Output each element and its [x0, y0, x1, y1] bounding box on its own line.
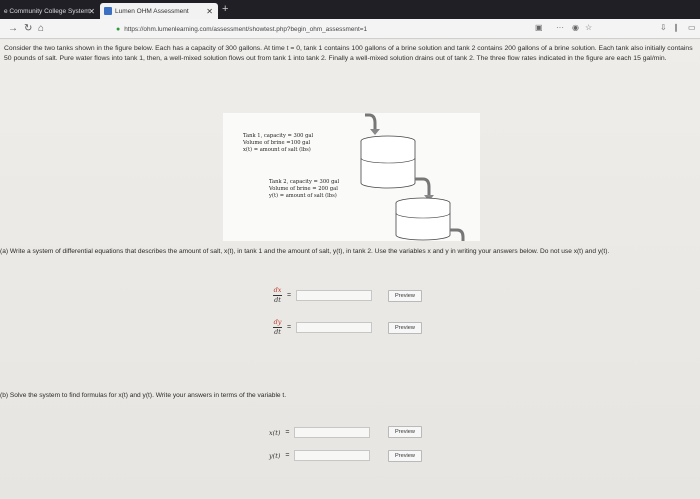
equals-sign: =: [287, 292, 292, 299]
equation-y-of-t: [269, 450, 370, 461]
tank2-labels: [269, 179, 339, 200]
inflow-arrow-icon: [370, 129, 380, 135]
pocket-icon[interactable]: ◉: [572, 23, 579, 32]
tank2-body: [396, 203, 450, 240]
url-text: https://ohm.lumenlearning.com/assessment/showtest.php?begin_ohm_assessment=1: [124, 26, 368, 33]
url-bar[interactable]: [116, 23, 596, 36]
tank1-salt-label: x(t) = amount of salt (lbs): [243, 147, 311, 153]
preview-button-x-of-t[interactable]: Preview: [388, 426, 422, 438]
part-b-question: (b) Solve the system to find formulas for x(t) and y(t). Write your answers in terms of the variable t.: [0, 392, 287, 399]
transfer-pipe: [415, 179, 429, 195]
preview-button-y-of-t[interactable]: Preview: [388, 450, 422, 462]
dx-dt-fraction: [273, 287, 282, 304]
tank2-volume-label: Volume of brine = 200 gal: [269, 186, 338, 192]
reader-icon[interactable]: ▣: [535, 23, 543, 32]
home-icon[interactable]: ⌂: [38, 23, 45, 34]
favicon-icon: [104, 7, 112, 15]
lock-icon: ●: [116, 26, 121, 33]
dy-dt-answer-input[interactable]: [296, 322, 372, 333]
tank1-capacity-label: Tank 1, capacity = 300 gal: [243, 133, 314, 139]
dy-dt-fraction: [273, 319, 282, 336]
tab-community-college[interactable]: [0, 3, 100, 19]
sidebar-icon[interactable]: ▭: [688, 23, 696, 32]
part-a-question: (a) Write a system of differential equations that describes the amount of salt, x(t), in tank 1 and the amount of salt, y(t), in tank 2. Use the variables x and y in writing your answers below. Do not use x(t) and y(t).: [0, 248, 610, 255]
y-of-t-label: y(t): [269, 451, 281, 460]
x-of-t-label: x(t): [269, 428, 281, 437]
equation-dy-dt: [273, 319, 372, 336]
download-icon[interactable]: ⇩: [660, 23, 667, 32]
dx-dt-answer-input[interactable]: [296, 290, 372, 301]
tab-label: Lumen OHM Assessment: [115, 7, 189, 15]
close-tab-icon[interactable]: ✕: [206, 6, 213, 16]
outflow-pipe: [450, 230, 463, 241]
tab-bar: [0, 0, 700, 19]
dy-numerator: dy: [273, 318, 282, 326]
dt-denominator: dt: [274, 296, 281, 304]
library-icon[interactable]: ∥: [674, 23, 678, 32]
tank1-labels: [243, 133, 313, 154]
tank1-body: [361, 141, 415, 188]
equals-sign: =: [285, 429, 290, 436]
tank1-volume-label: Volume of brine =100 gal: [243, 140, 311, 146]
inflow-pipe: [365, 115, 375, 129]
equation-x-of-t: [269, 427, 370, 438]
more-icon[interactable]: ···: [556, 23, 564, 32]
reload-icon[interactable]: ↻: [24, 23, 33, 34]
tab-label: e Community College System: [4, 7, 90, 15]
preview-button-dy-dt[interactable]: Preview: [388, 322, 422, 334]
preview-button-dx-dt[interactable]: Preview: [388, 290, 422, 302]
page-content: [0, 40, 700, 499]
equals-sign: =: [287, 324, 292, 331]
tank-figure: [223, 113, 480, 241]
bookmark-star-icon[interactable]: ☆: [585, 23, 593, 32]
equals-sign: =: [285, 452, 290, 459]
dt-denominator: dt: [274, 328, 281, 336]
equation-dx-dt: [273, 287, 372, 304]
close-tab-icon[interactable]: ✕: [88, 6, 95, 16]
problem-statement: Consider the two tanks shown in the figure below. Each has a capacity of 300 gallons. At time t = 0, tank 1 contains 100 gallons of a brine solution and tank 2 contains 200 gallons of a brine solution. Each tank also initially contains 50 pounds of salt. Pure water flows into tank 1, then, a well-mixed solution flows out from tank 1 into tank 2. Finally a well-mixed solution drains out of tank 2. The three flow rates indicated in the figure are each 15 gal/min.: [4, 45, 693, 62]
tab-lumen-ohm[interactable]: [100, 3, 218, 19]
x-of-t-answer-input[interactable]: [294, 427, 370, 438]
tank2-capacity-label: Tank 2, capacity = 300 gal: [269, 179, 340, 185]
dx-numerator: dx: [273, 286, 282, 294]
new-tab-icon[interactable]: +: [222, 3, 229, 15]
y-of-t-answer-input[interactable]: [294, 450, 370, 461]
navigation-bar: [0, 19, 700, 39]
back-arrow-icon[interactable]: →: [8, 23, 18, 34]
tank2-salt-label: y(t) = amount of salt (lbs): [269, 193, 337, 199]
